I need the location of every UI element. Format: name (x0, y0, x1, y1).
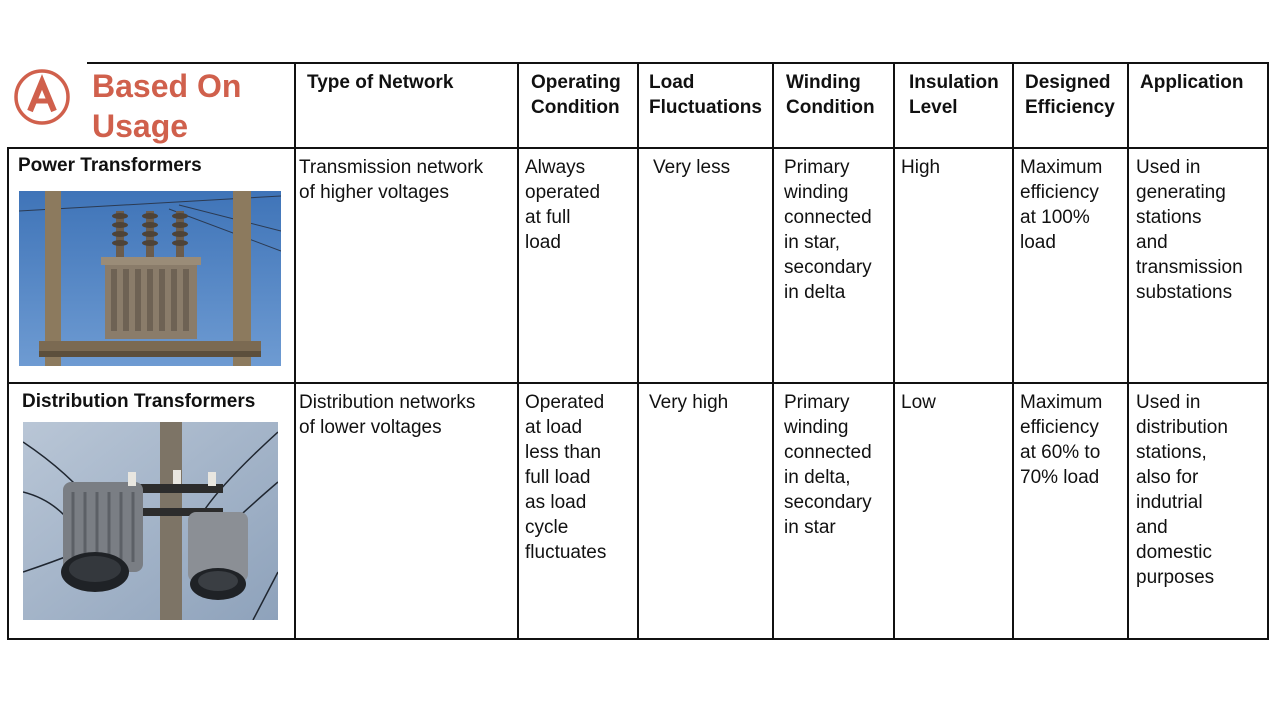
cell-text: also for (1136, 467, 1199, 488)
cell-text: connected (784, 207, 872, 228)
cell-text: Distribution networks (299, 392, 476, 413)
cell-text: stations (1136, 207, 1202, 228)
cell-text: stations, (1136, 442, 1207, 463)
cell-text: in delta (784, 282, 846, 303)
cell-text: domestic (1136, 542, 1213, 563)
header-label: Level (909, 97, 958, 118)
header-designed-efficiency (1025, 70, 1115, 120)
cell-text: indutrial (1136, 492, 1203, 513)
row-title-power-transformers: Power Transformers (18, 155, 202, 176)
cell-text: Transmission network (299, 157, 484, 178)
cell-text: and (1136, 517, 1168, 538)
cell-text: 70% load (1020, 467, 1100, 488)
table-right-border (1267, 62, 1269, 640)
cell-load-fluctuations (653, 155, 730, 180)
cell-load-fluctuations (649, 390, 728, 415)
cell-text: Maximum (1020, 157, 1103, 178)
header-label: Condition (786, 97, 875, 118)
cell-text: at 100% (1020, 207, 1090, 228)
header-label: Condition (531, 97, 620, 118)
cell-text: substations (1136, 282, 1233, 303)
title-line: Based On (92, 68, 242, 104)
page-title (92, 66, 241, 146)
cell-text: fluctuates (525, 542, 607, 563)
cell-text: and (1136, 232, 1168, 253)
cell-text: cycle (525, 517, 569, 538)
cell-operating-condition (525, 155, 600, 255)
header-label: Winding (786, 72, 861, 93)
header-insulation-level (909, 70, 999, 120)
cell-text: Operated (525, 392, 605, 413)
cell-text: secondary (784, 492, 872, 513)
cell-insulation-level (901, 390, 936, 415)
cell-text: at load (525, 417, 583, 438)
cell-insulation-level (901, 155, 940, 180)
power-transformer-photo (19, 191, 281, 366)
cell-text: Always (525, 157, 586, 178)
header-label: Insulation (909, 72, 999, 93)
cell-text: Very less (653, 157, 731, 178)
cell-text: in star (784, 517, 836, 538)
cell-text: of higher voltages (299, 182, 449, 203)
cell-type-of-network (299, 155, 483, 205)
cell-text: Very high (649, 392, 729, 413)
cell-designed-efficiency (1020, 390, 1102, 490)
column-divider (637, 62, 639, 640)
cell-text: Primary (784, 392, 850, 413)
column-divider (1012, 62, 1014, 640)
cell-text: Low (901, 392, 936, 413)
header-application (1140, 70, 1243, 95)
header-type-of-network (307, 70, 453, 95)
cell-winding-condition (784, 390, 872, 540)
cell-text: of lower voltages (299, 417, 442, 438)
column-divider (1127, 62, 1129, 640)
cell-text: Used in (1136, 157, 1201, 178)
header-label: Application (1140, 72, 1244, 93)
distribution-transformer-photo (23, 422, 278, 620)
cell-text: load (525, 232, 561, 253)
cell-text: generating (1136, 182, 1226, 203)
header-winding-condition (786, 70, 875, 120)
cell-type-of-network (299, 390, 475, 440)
cell-text: winding (784, 182, 849, 203)
cell-operating-condition (525, 390, 606, 565)
cell-text: operated (525, 182, 601, 203)
cell-text: Maximum (1020, 392, 1103, 413)
cell-text: less than (525, 442, 602, 463)
header-label: Efficiency (1025, 97, 1115, 118)
cell-text: in star, (784, 232, 840, 253)
cell-text: efficiency (1020, 417, 1099, 438)
cell-text: efficiency (1020, 182, 1099, 203)
cell-text: secondary (784, 257, 872, 278)
header-load-fluctuations (649, 70, 762, 120)
title-line: Usage (92, 108, 189, 144)
cell-winding-condition (784, 155, 872, 305)
cell-application (1136, 390, 1228, 590)
cell-text: load (1020, 232, 1056, 253)
header-operating-condition (531, 70, 621, 120)
header-label: Load (649, 72, 695, 93)
cell-text: distribution (1136, 417, 1228, 438)
cell-text: at 60% to (1020, 442, 1101, 463)
row-title-distribution-transformers: Distribution Transformers (22, 391, 256, 412)
cell-text: High (901, 157, 941, 178)
cell-text: connected (784, 442, 872, 463)
cell-text: purposes (1136, 567, 1215, 588)
cell-text: at full (525, 207, 571, 228)
cell-text: winding (784, 417, 849, 438)
cell-text: full load (525, 467, 591, 488)
cell-text: as load (525, 492, 587, 513)
table-left-border (7, 147, 9, 640)
logo-a-icon (13, 68, 71, 126)
column-divider (517, 62, 519, 640)
cell-text: transmission (1136, 257, 1243, 278)
cell-application (1136, 155, 1243, 305)
cell-text: Used in (1136, 392, 1201, 413)
column-divider (893, 62, 895, 640)
header-label: Designed (1025, 72, 1111, 93)
cell-designed-efficiency (1020, 155, 1102, 255)
cell-text: Primary (784, 157, 850, 178)
header-label: Fluctuations (649, 97, 762, 118)
cell-text: in delta, (784, 467, 851, 488)
header-label: Type of Network (307, 72, 454, 93)
column-divider (294, 62, 296, 640)
column-divider (772, 62, 774, 640)
header-label: Operating (531, 72, 621, 93)
table-top-border (87, 62, 1269, 64)
